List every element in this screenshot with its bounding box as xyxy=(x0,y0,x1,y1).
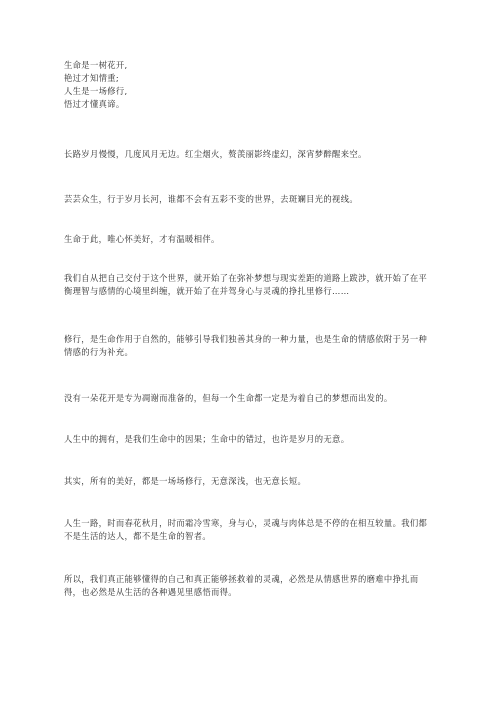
paragraph-8: 其实，所有的美好，都是一场场修行，无意深浅，也无意长短。 xyxy=(64,476,307,486)
paragraph-10: 所以，我们真正能够懂得的自己和真正能够拯救着的灵魂，必然是从情感世界的磨难中挣扎而得，也必然是从生活的各种遇见里感悟而得。 xyxy=(64,574,419,597)
poem-line-2: 艳过才知情重; xyxy=(64,73,120,83)
paragraph-2: 芸芸众生，行于岁月长河，谁都不会有五彩不变的世界，去斑斓目光的视线。 xyxy=(64,194,358,204)
paragraph-1: 长路岁月慢慢，几度风月无边。红尘烟火，赘羡丽影终虚幻，深宵梦醉醒来空。 xyxy=(64,149,367,159)
paragraph-7: 人生中的拥有，是我们生命中的因果；生命中的错过，也许是岁月的无意。 xyxy=(64,434,350,444)
paragraph-4: 我们自从把自己交付于这个世界，就开始了在弥补梦想与现实差距的道路上跋涉，就开始了在平衡理智与感情的心境里纠缠，就开始了在并驾身心与灵魂的挣扎里修行…… xyxy=(64,273,428,296)
poem-line-1: 生命是一树花开, xyxy=(64,60,128,70)
paragraph-3: 生命于此，唯心怀美好，才有温暖相伴。 xyxy=(64,234,220,244)
paragraph-6: 没有一朵花开是专为凋谢而准备的，但每一个生命都一定是为着自己的梦想而出发的。 xyxy=(64,393,393,403)
paragraph-9: 人生一路，时而春花秋月，时而霜冷雪寒，身与心，灵魂与肉体总是不停的在相互较量。我们都不是生活的达人，都不是生命的智者。 xyxy=(64,518,428,541)
poem-line-4: 悟过才懂真谛。 xyxy=(64,99,125,109)
paragraph-5: 修行，是生命作用于自然的，能够引导我们独善其身的一种力量，也是生命的情感依附于另一种情感的行为补充。 xyxy=(64,334,428,357)
poem-line-3: 人生是一场修行, xyxy=(64,86,128,96)
